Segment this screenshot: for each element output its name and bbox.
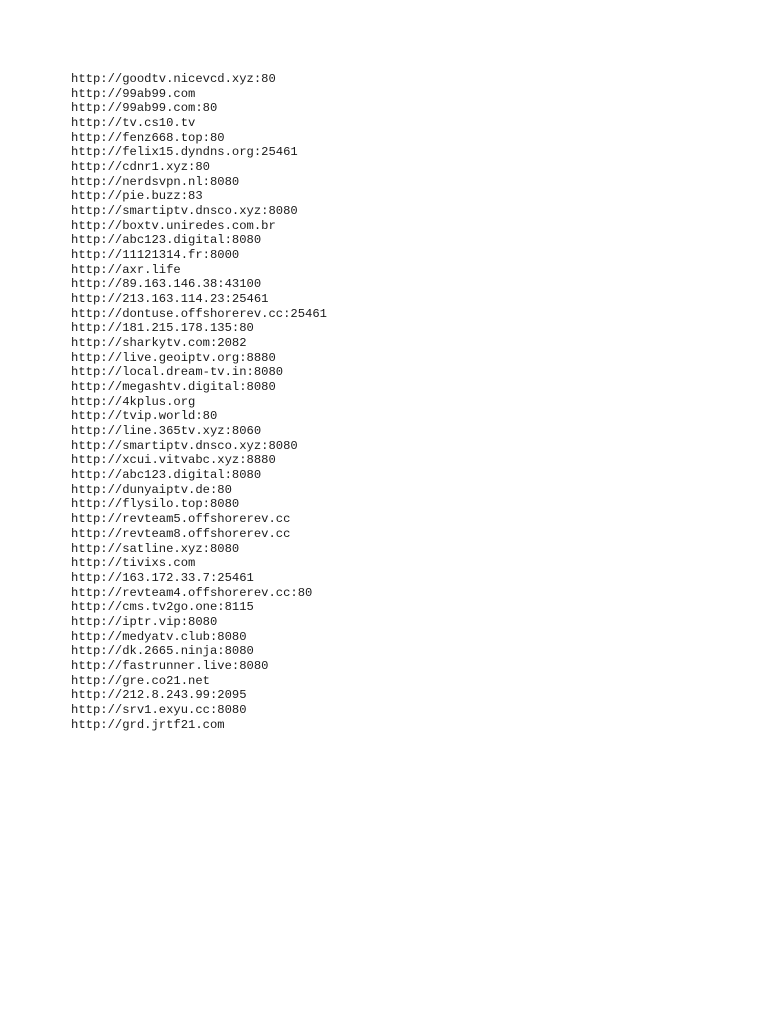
url-line: http://tvip.world:80: [71, 409, 218, 424]
url-line: http://line.365tv.xyz:8060: [71, 424, 262, 439]
url-line: http://dontuse.offshorerev.cc:25461: [71, 306, 327, 321]
url-line: http://tivixs.com: [71, 556, 196, 571]
url-line: http://revteam5.offshorerev.cc: [71, 512, 291, 527]
url-line: http://flysilo.top:8080: [71, 497, 240, 512]
url-line: http://99ab99.com:80: [71, 101, 218, 116]
url-line: http://abc123.digital:8080: [71, 468, 262, 483]
url-line: http://revteam8.offshorerev.cc: [71, 526, 291, 541]
url-line: http://felix15.dyndns.org:25461: [71, 145, 298, 160]
url-line: http://11121314.fr:8000: [71, 248, 240, 263]
url-line: http://4kplus.org: [71, 394, 196, 409]
url-line: http://fastrunner.live:8080: [71, 658, 269, 673]
url-line: http://grd.jrtf21.com: [71, 717, 225, 732]
url-line: http://xcui.vitvabc.xyz:8880: [71, 453, 276, 468]
url-list: [71, 72, 327, 732]
url-line: http://99ab99.com: [71, 86, 196, 101]
url-line: http://tv.cs10.tv: [71, 116, 196, 131]
url-line: http://213.163.114.23:25461: [71, 292, 269, 307]
url-line: http://212.8.243.99:2095: [71, 688, 247, 703]
url-line: http://gre.co21.net: [71, 673, 210, 688]
url-line: http://sharkytv.com:2082: [71, 336, 247, 351]
url-line: http://cms.tv2go.one:8115: [71, 600, 254, 615]
url-line: http://dk.2665.ninja:8080: [71, 644, 254, 659]
url-line: http://smartiptv.dnsco.xyz:8080: [71, 438, 298, 453]
url-line: http://cdnr1.xyz:80: [71, 160, 210, 175]
url-line: http://live.geoiptv.org:8880: [71, 350, 276, 365]
url-line: http://boxtv.uniredes.com.br: [71, 218, 276, 233]
url-line: http://abc123.digital:8080: [71, 233, 262, 248]
url-line: http://local.dream-tv.in:8080: [71, 365, 284, 380]
url-line: http://89.163.146.38:43100: [71, 277, 262, 292]
url-line: http://srv1.exyu.cc:8080: [71, 702, 247, 717]
url-line: http://pie.buzz:83: [71, 189, 203, 204]
url-line: http://iptr.vip:8080: [71, 614, 218, 629]
url-line: http://smartiptv.dnsco.xyz:8080: [71, 204, 298, 219]
url-line: http://goodtv.nicevcd.xyz:80: [71, 72, 276, 86]
url-line: http://megashtv.digital:8080: [71, 380, 276, 395]
url-line: http://axr.life: [71, 262, 181, 277]
url-line: http://satline.xyz:8080: [71, 541, 240, 556]
url-line: http://163.172.33.7:25461: [71, 570, 254, 585]
url-line: http://revteam4.offshorerev.cc:80: [71, 585, 313, 600]
url-line: http://nerdsvpn.nl:8080: [71, 174, 240, 189]
url-line: http://181.215.178.135:80: [71, 321, 254, 336]
url-line: http://medyatv.club:8080: [71, 629, 247, 644]
url-line: http://fenz668.top:80: [71, 130, 225, 145]
url-line: http://dunyaiptv.de:80: [71, 482, 232, 497]
